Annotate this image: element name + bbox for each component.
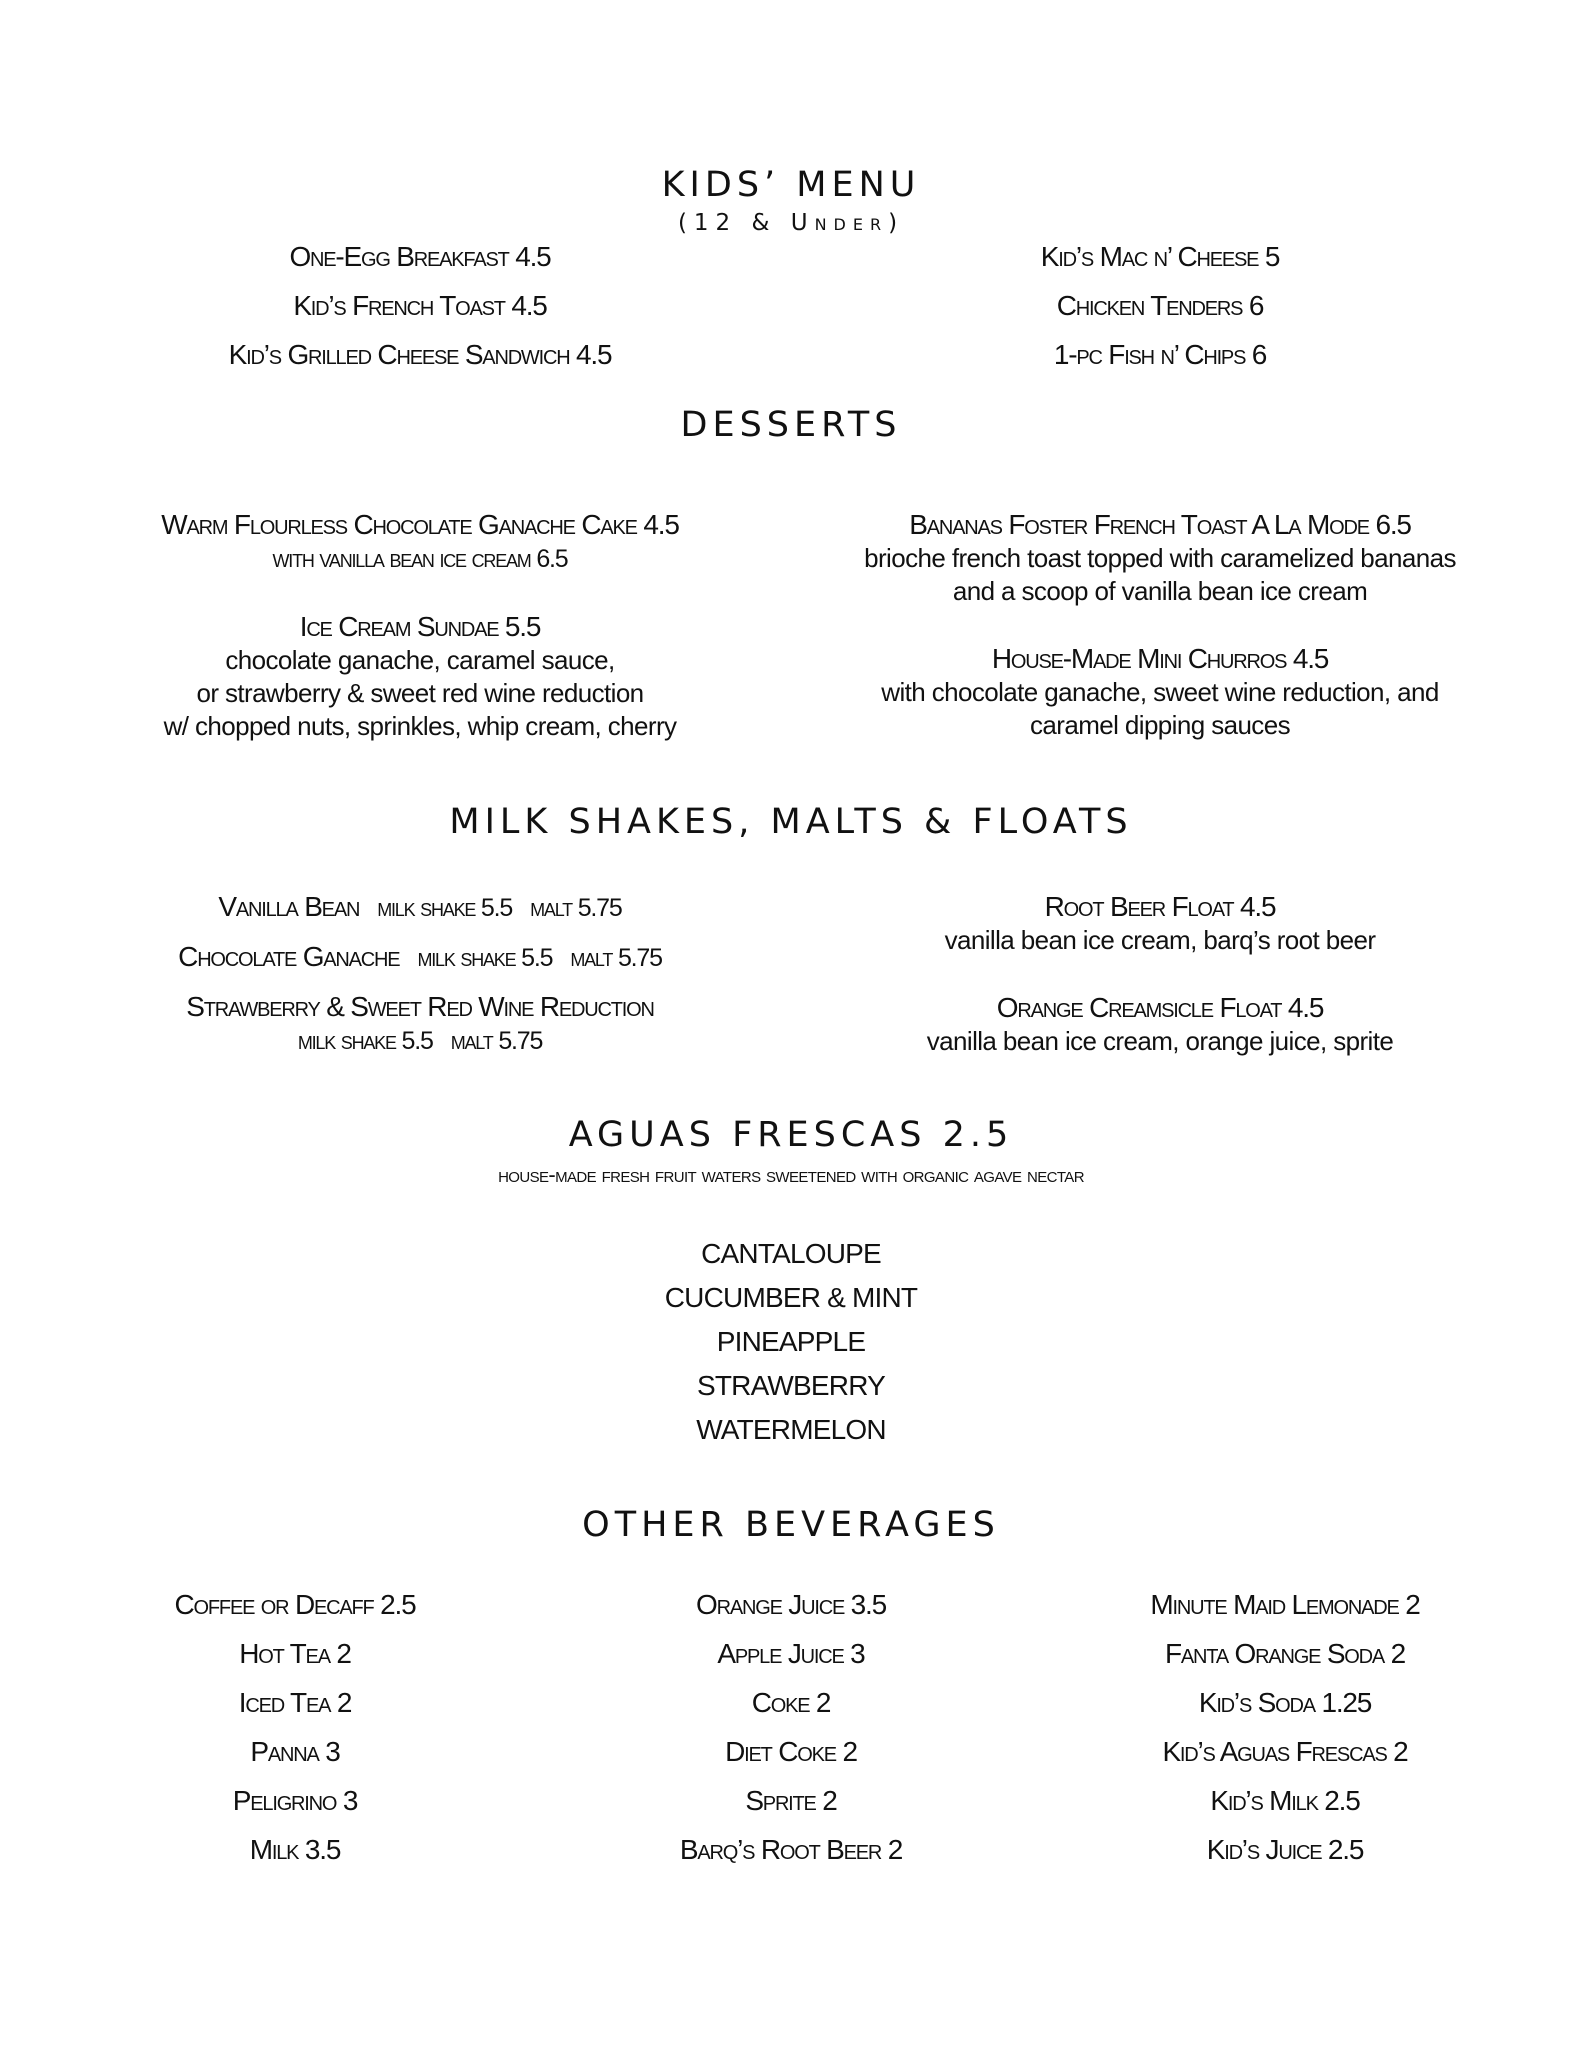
float-name: Root Beer Float 4.5 xyxy=(1044,891,1276,922)
dessert-description: brioche french toast topped with caramelized bananas xyxy=(864,543,1456,573)
menu-item: Kid’s French Toast 4.5 xyxy=(293,290,547,321)
dessert-description: caramel dipping sauces xyxy=(1030,710,1290,740)
dessert-description: with chocolate ganache, sweet wine reduction, and xyxy=(881,677,1439,707)
dessert-description: w/ chopped nuts, sprinkles, whip cream, cherry xyxy=(163,711,677,741)
shakes-title: MILK SHAKES, MALTS & FLOATS xyxy=(449,802,1133,842)
aguas-flavor-list xyxy=(491,1232,1091,1452)
shake-price: milk shake 5.5 xyxy=(297,1027,433,1055)
beverage-item: Kid’s Juice 2.5 xyxy=(1206,1834,1364,1865)
flavor-item: PINEAPPLE xyxy=(716,1326,866,1357)
dessert-description: chocolate ganache, caramel sauce, xyxy=(225,645,615,675)
shake-name: Strawberry & Sweet Red Wine Reduction xyxy=(186,991,654,1022)
beverage-item: Hot Tea 2 xyxy=(239,1638,351,1669)
desserts-right-column xyxy=(810,508,1510,742)
shake-item xyxy=(90,940,750,975)
beverage-item: Sprite 2 xyxy=(745,1785,837,1816)
beverage-item: Diet Coke 2 xyxy=(725,1736,857,1767)
float-description: vanilla bean ice cream, orange juice, sprite xyxy=(926,1026,1394,1056)
beverages-column-3 xyxy=(1100,1588,1470,1867)
shake-item xyxy=(90,990,750,1024)
shake-prices xyxy=(90,1024,750,1058)
aguas-subtitle: house-made fresh fruit waters sweetened with organic agave nectar xyxy=(498,1162,1084,1187)
menu-item: One-Egg Breakfast 4.5 xyxy=(289,241,551,272)
dessert-name: House-Made Mini Churros 4.5 xyxy=(991,643,1329,674)
float-description: vanilla bean ice cream, barq’s root beer xyxy=(944,925,1376,955)
beverage-item: Iced Tea 2 xyxy=(238,1687,352,1718)
menu-item: 1-pc Fish n’ Chips 6 xyxy=(1053,339,1267,370)
beverage-item: Barq’s Root Beer 2 xyxy=(679,1834,903,1865)
kids-menu-subtitle: (12 & Under) xyxy=(677,210,905,236)
beverage-item: Coffee or Decaff 2.5 xyxy=(174,1589,416,1620)
dessert-description: or strawberry & sweet red wine reduction xyxy=(196,678,644,708)
dessert-name: Warm Flourless Chocolate Ganache Cake 4.5 xyxy=(161,509,679,540)
beverage-item: Milk 3.5 xyxy=(249,1834,341,1865)
beverage-item: Apple Juice 3 xyxy=(717,1638,865,1669)
beverages-column-1 xyxy=(120,1588,470,1867)
flavor-item: CANTALOUPE xyxy=(701,1238,881,1269)
shake-item xyxy=(90,890,750,925)
beverage-item: Panna 3 xyxy=(250,1736,340,1767)
beverage-item: Orange Juice 3.5 xyxy=(696,1589,886,1620)
shake-price: milk shake 5.5 xyxy=(417,944,553,972)
dessert-option: with vanilla bean ice cream 6.5 xyxy=(272,545,568,573)
desserts-title: DESSERTS xyxy=(680,405,902,445)
malt-price: malt 5.75 xyxy=(570,944,662,972)
desserts-left-column xyxy=(80,508,760,743)
beverage-item: Kid’s Milk 2.5 xyxy=(1210,1785,1360,1816)
malt-price: malt 5.75 xyxy=(450,1027,543,1055)
beverage-item: Coke 2 xyxy=(751,1687,831,1718)
menu-item: Kid’s Grilled Cheese Sandwich 4.5 xyxy=(228,339,612,370)
dessert-name: Bananas Foster French Toast A La Mode 6.5 xyxy=(909,509,1411,540)
beverages-title: OTHER BEVERAGES xyxy=(582,1505,1000,1545)
kids-right-column xyxy=(920,240,1400,372)
flavor-item: WATERMELON xyxy=(696,1414,886,1445)
beverage-item: Peligrino 3 xyxy=(232,1785,358,1816)
shake-price: milk shake 5.5 xyxy=(377,894,513,922)
flavor-item: STRAWBERRY xyxy=(696,1370,886,1401)
kids-menu-title: KIDS’ MENU xyxy=(661,165,921,205)
beverage-item: Minute Maid Lemonade 2 xyxy=(1150,1589,1420,1620)
aguas-title: AGUAS FRESCAS 2.5 xyxy=(568,1115,1014,1155)
beverage-item: Fanta Orange Soda 2 xyxy=(1165,1638,1405,1669)
menu-item: Kid’s Mac n’ Cheese 5 xyxy=(1040,241,1280,272)
malt-price: malt 5.75 xyxy=(530,894,622,922)
shake-name: Chocolate Ganache xyxy=(178,941,400,972)
shakes-right-column xyxy=(820,890,1500,1058)
float-name: Orange Creamsicle Float 4.5 xyxy=(996,992,1324,1023)
dessert-description: and a scoop of vanilla bean ice cream xyxy=(952,576,1368,606)
beverage-item: Kid’s Aguas Frescas 2 xyxy=(1162,1736,1408,1767)
shake-name: Vanilla Bean xyxy=(218,891,360,922)
dessert-name: Ice Cream Sundae 5.5 xyxy=(299,611,541,642)
flavor-item: CUCUMBER & MINT xyxy=(664,1282,918,1313)
menu-item: Chicken Tenders 6 xyxy=(1056,290,1264,321)
shakes-left-column xyxy=(90,890,750,1058)
beverages-column-2 xyxy=(616,1588,966,1867)
beverage-item: Kid’s Soda 1.25 xyxy=(1198,1687,1372,1718)
kids-left-column xyxy=(160,240,680,372)
